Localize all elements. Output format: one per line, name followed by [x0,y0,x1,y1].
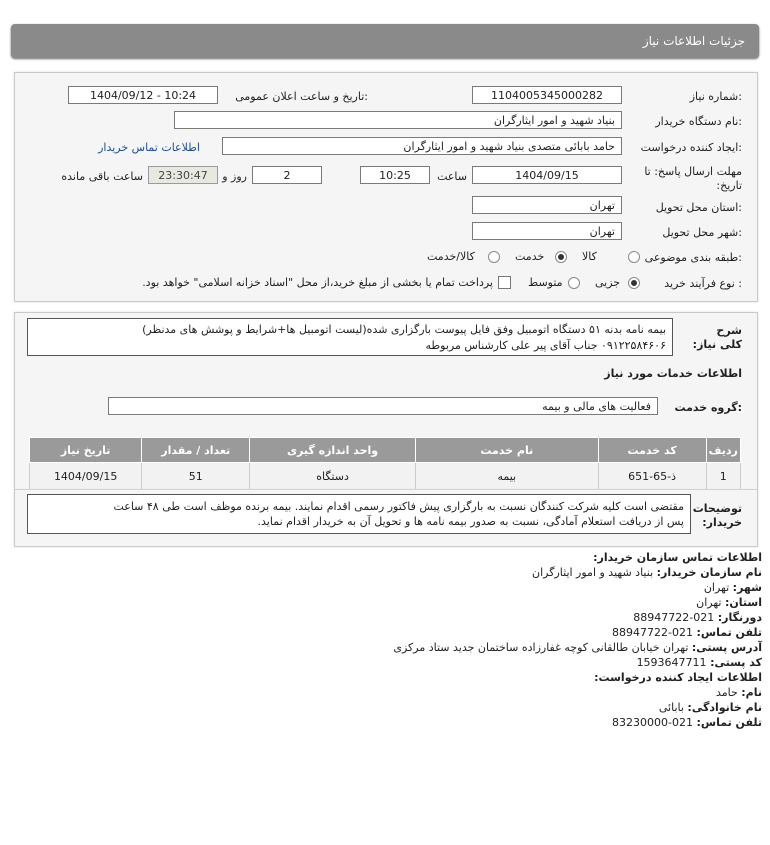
contact-city: شهر: تهران [703,581,762,594]
table-row[interactable] [30,463,741,490]
category-service-label: خدمت [515,250,545,263]
creator-title: اطلاعات ایجاد کننده درخواست: [594,671,762,684]
need-number-field[interactable]: 1104005345000282 [472,86,622,104]
cell-unit: دستگاه [250,463,416,490]
buyer-org-label: نام دستگاه خریدار: [655,115,742,128]
buyer-org-field[interactable]: بنیاد شهید و امور ایثارگران [174,111,622,129]
contact-province: استان: تهران [696,596,762,609]
service-group-field[interactable]: فعالیت های مالی و بیمه [108,397,658,415]
province-field[interactable]: تهران [472,196,622,214]
days-label: روز و [222,170,247,183]
deadline-label: مهلت ارسال پاسخ: تا تاریخ: [644,165,742,192]
creator-family: نام خانوادگی: بابائی [658,701,762,714]
process-label: نوع فرآیند خرید : [664,277,742,290]
cell-name: بیمه [415,463,598,490]
deadline-date-field[interactable]: 1404/09/15 [472,166,622,184]
cell-qty: 51 [142,463,250,490]
need-number-label: شماره نیاز: [689,90,742,103]
creator-name: نام: حامد [715,686,762,699]
process-minor-label: جزیی [595,276,621,289]
cell-date: 1404/09/15 [30,463,142,490]
process-medium-label: متوسط [528,276,563,289]
days-field[interactable]: 2 [252,166,322,184]
notes-line-2: پس از دریافت استعلام آمادگی، نسبت به صدور بیمه نامه ها و تحویل آن به خریدار اقدام نماید. [257,515,684,528]
category-goods-label: کالا [582,250,597,263]
col-row: ردیف [706,438,740,463]
services-table [29,437,741,490]
category-both-label: کالا/خدمت [427,250,475,263]
page-title: جزئیات اطلاعات نیاز [642,34,745,48]
creator-phone: تلفن تماس: 021-83230000 [612,716,762,729]
buyer-contact-link[interactable]: اطلاعات تماس خریدار [98,141,200,154]
col-qty: تعداد / مقدار [142,438,250,463]
remaining-label: ساعت باقی مانده [61,170,143,183]
city-label: شهر محل تحویل: [662,226,742,239]
creator-label: ایجاد کننده درخواست: [640,141,742,154]
table-header-row [30,438,741,463]
announce-date-field[interactable]: 1404/09/12 - 10:24 [68,86,218,104]
summary-line-2: ۰۹۱۲۲۵۸۴۶۰۶ جناب آقای پیر علی کارشناس مربوطه [425,339,666,352]
contact-phone: تلفن تماس: 021-88947722 [612,626,762,639]
process-minor-radio[interactable] [628,277,640,289]
summary-line-1: بیمه نامه بدنه ۵۱ دستگاه اتومبیل وفق فایل پیوست بارگزاری شده(لیست اتومبیل ها+شرایط و پوشش های مدنظر) [142,323,666,336]
notes-label: توضیحات خریدار: [692,502,742,529]
contact-address: آدرس پستی: تهران خیابان طالقانی کوچه غفارزاده ساختمان جدید ستاد مرکزی [393,641,762,654]
creator-field[interactable]: حامد بابائی متصدی بنیاد شهید و امور ایثارگران [222,137,622,155]
treasury-payment-note: پرداخت تمام یا بخشی از مبلغ خرید،از محل "اسناد خزانه اسلامی" خواهد بود. [142,276,493,289]
cell-code: ذ-65-651 [598,463,706,490]
cell-row: 1 [706,463,740,490]
summary-label: شرح کلی نیاز: [692,324,742,351]
col-code: کد خدمت [598,438,706,463]
treasury-payment-checkbox[interactable] [498,276,511,289]
category-label: طبقه بندی موضوعی: [644,251,742,264]
city-field[interactable]: تهران [472,222,622,240]
services-section-title: اطلاعات خدمات مورد نیاز [604,367,742,380]
category-goods-radio[interactable] [628,251,640,263]
contact-fax: دورنگار: 021-88947722 [633,611,762,624]
notes-line-1: مقتضی است کلیه شرکت کنندگان نسبت به بارگزاری پیش فاکتور رسمی اقدام نمایند. بیمه برنده موظف است طی ۴۸ ساعت [113,500,684,513]
col-date: تاریخ نیاز [30,438,142,463]
province-label: استان محل تحویل: [655,201,742,214]
notes-box [27,494,691,534]
page-header [11,24,759,58]
deadline-time-field[interactable]: 10:25 [360,166,430,184]
contact-org: نام سازمان خریدار: بنیاد شهید و امور ایثارگران [532,566,762,579]
deadline-time-label: ساعت [437,170,467,183]
summary-box [27,318,673,356]
contact-postal: کد پستی: 1593647711 [636,656,762,669]
contact-title: اطلاعات تماس سازمان خریدار: [593,551,762,564]
remaining-timer: 23:30:47 [148,166,218,184]
category-both-radio[interactable] [488,251,500,263]
col-name: نام خدمت [415,438,598,463]
service-group-label: گروه خدمت: [674,401,742,414]
process-medium-radio[interactable] [568,277,580,289]
announce-date-label: تاریخ و ساعت اعلان عمومی: [235,90,368,103]
col-unit: واحد اندازه گیری [250,438,416,463]
category-service-radio[interactable] [555,251,567,263]
